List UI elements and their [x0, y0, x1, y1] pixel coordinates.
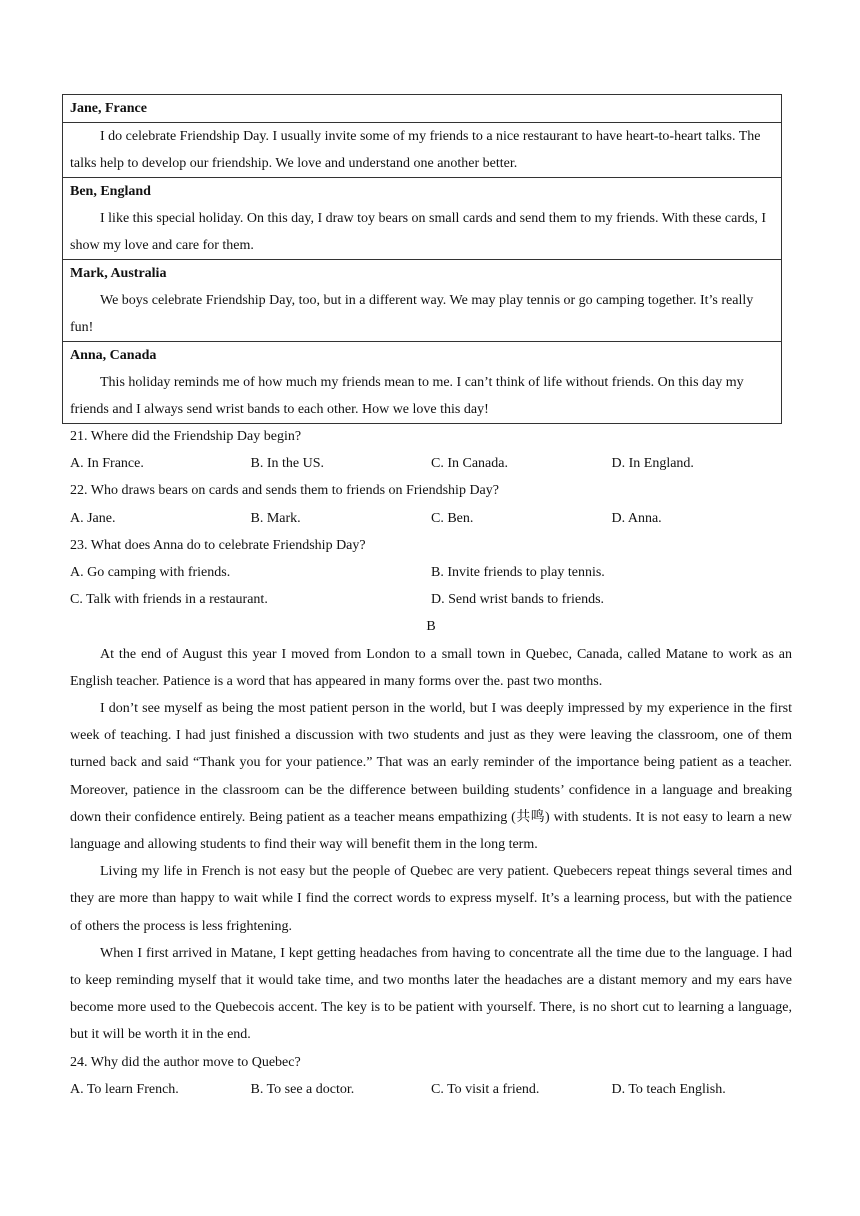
- table-row: [63, 342, 782, 424]
- card-cell: [63, 260, 782, 342]
- table-row: [63, 123, 782, 178]
- option-b: B. To see a doctor.: [250, 1081, 355, 1097]
- passage-paragraph: At the end of August this year I moved from London to a small town in Quebec, Canada, called Matane to work as an English teacher. Patience is a word that has appeared in many forms over the. past two months.: [70, 646, 792, 689]
- card-cell: [63, 123, 782, 178]
- option-a: A. Jane.: [70, 510, 116, 526]
- option-a: A. In France.: [70, 456, 144, 472]
- question-options: [70, 450, 792, 477]
- passage-paragraph: I don’t see myself as being the most patient person in the world, but I was deeply impressed by my experience in the first week of teaching. I had just finished a discussion with two students and just as they were leaving the classroom, one of them turned back and said “Thank you for your patience.” That was an early reminder of the importance being patient as a teacher. Moreover, patience in the classroom can be the difference between building students’ confidence in a language and breaking down their confidence entirely. Being patient as a teacher means empathizing (共鸣) with students. It is not easy to learn a new language and allowing students to find their way will benefit them in the long term.: [70, 700, 792, 852]
- table-row: [63, 260, 782, 342]
- card-author: Ben, England: [70, 184, 151, 199]
- option-c: C. Ben.: [431, 510, 474, 526]
- card-text: I like this special holiday. On this day, I draw toy bears on small cards and send them to my friends. With these cards, I show my love and care for them.: [70, 211, 767, 253]
- card-cell: [63, 178, 782, 260]
- question-options: [70, 586, 792, 613]
- option-d: D. Anna.: [611, 510, 662, 526]
- card-text: I do celebrate Friendship Day. I usually invite some of my friends to a nice restaurant to have heart-to-heart talks. The talks help to develop our friendship. We love and understand one another better.: [70, 129, 761, 171]
- questions-block: [70, 423, 792, 1103]
- question-stem: 23. What does Anna do to celebrate Friendship Day?: [70, 537, 366, 553]
- passage-paragraph: Living my life in French is not easy but the people of Quebec are very patient. Quebecers repeat things several times and they are more than happy to wait while I find the correct words to express myself. It’s a learning process, but with the patience of others the process is less frightening.: [70, 864, 792, 934]
- question-options: [70, 505, 792, 532]
- option-b: B. Invite friends to play tennis.: [431, 564, 605, 580]
- option-b: B. In the US.: [250, 456, 324, 472]
- card-text: This holiday reminds me of how much my friends mean to me. I can’t think of life without friends. On this day my friends and I always send wrist bands to each other. How we love this day!: [70, 375, 744, 417]
- table-row: [63, 95, 782, 123]
- card-cell: [63, 342, 782, 424]
- option-d: D. Send wrist bands to friends.: [431, 592, 605, 608]
- option-c: C. Talk with friends in a restaurant.: [70, 592, 268, 608]
- card-author: Jane, France: [70, 101, 147, 116]
- passage-paragraph: When I first arrived in Matane, I kept getting headaches from having to concentrate all the time due to the language. I had to keep reminding myself that it would take time, and two months later the headaches are a distant memory and my ears have become more used to the Quebecois accent. The key is to be patient with yourself. There, is no short cut to learning a language, but it will be worth it in the end.: [70, 945, 792, 1043]
- section-heading: B: [426, 619, 436, 635]
- table-row: [63, 178, 782, 260]
- option-d: D. In England.: [611, 456, 694, 472]
- question-options: [70, 559, 792, 586]
- option-c: C. To visit a friend.: [431, 1081, 540, 1097]
- option-d: D. To teach English.: [611, 1081, 726, 1097]
- card-cell: [63, 95, 782, 123]
- option-a: A. To learn French.: [70, 1081, 179, 1097]
- card-author: Mark, Australia: [70, 266, 167, 281]
- card-text: We boys celebrate Friendship Day, too, but in a different way. We may play tennis or go camping together. It’s really fun!: [70, 293, 754, 335]
- option-a: A. Go camping with friends.: [70, 564, 231, 580]
- option-b: B. Mark.: [250, 510, 301, 526]
- question-stem: 21. Where did the Friendship Day begin?: [70, 429, 302, 444]
- option-c: C. In Canada.: [431, 456, 508, 472]
- question-stem: 22. Who draws bears on cards and sends them to friends on Friendship Day?: [70, 483, 499, 499]
- card-author: Anna, Canada: [70, 348, 157, 363]
- question-stem: 24. Why did the author move to Quebec?: [70, 1054, 301, 1070]
- friendship-day-table: [62, 94, 782, 424]
- question-options: [70, 1076, 792, 1103]
